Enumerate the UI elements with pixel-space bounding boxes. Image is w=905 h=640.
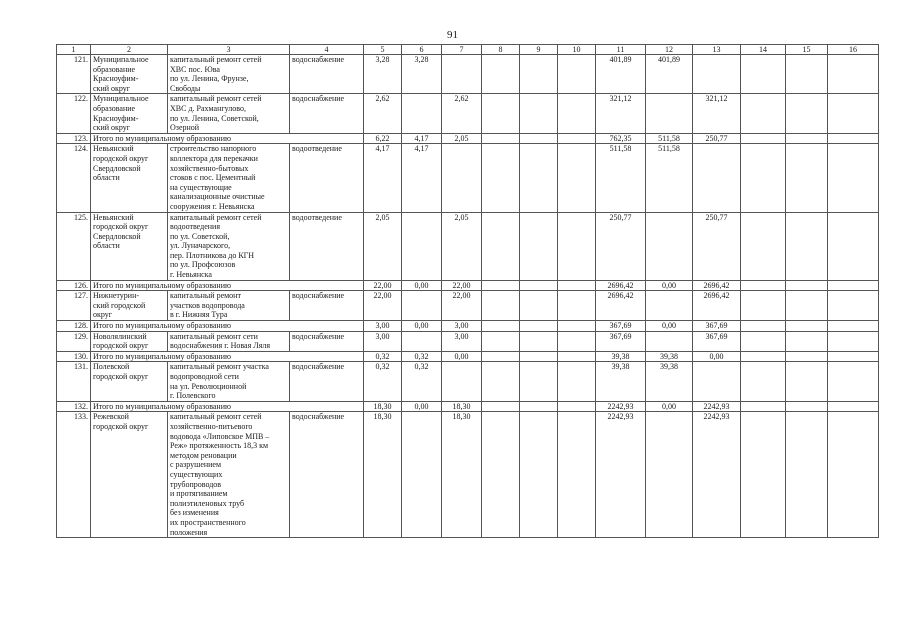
value-c5: 3,00 — [364, 321, 402, 332]
value-c9 — [520, 362, 558, 401]
value-c11: 762,35 — [596, 133, 646, 144]
value-c13 — [693, 362, 741, 401]
municipality-cell: Муниципальное образование Красноуфим- ский округ — [91, 55, 168, 94]
value-c16 — [828, 144, 879, 212]
column-number-7: 7 — [442, 45, 482, 55]
value-c15 — [786, 331, 828, 351]
column-number-13: 13 — [693, 45, 741, 55]
value-c12: 0,00 — [646, 280, 693, 291]
value-c14 — [741, 291, 786, 321]
value-c6 — [402, 291, 442, 321]
column-number-12: 12 — [646, 45, 693, 55]
value-c7: 18,30 — [442, 412, 482, 538]
value-c6: 4,17 — [402, 144, 442, 212]
value-c6 — [402, 331, 442, 351]
municipality-cell: Новолялинский городской округ — [91, 331, 168, 351]
value-c13: 250,77 — [693, 212, 741, 280]
value-c11: 250,77 — [596, 212, 646, 280]
total-label: Итого по муниципальному образованию — [91, 401, 364, 412]
value-c10 — [558, 94, 596, 133]
value-c7: 22,00 — [442, 291, 482, 321]
column-numbers-row — [57, 45, 879, 55]
value-c11: 39,38 — [596, 362, 646, 401]
value-c12: 0,00 — [646, 401, 693, 412]
value-c12: 39,38 — [646, 351, 693, 362]
value-c14 — [741, 362, 786, 401]
column-number-10: 10 — [558, 45, 596, 55]
value-c14 — [741, 280, 786, 291]
value-c12 — [646, 331, 693, 351]
value-c9 — [520, 212, 558, 280]
value-c6: 4,17 — [402, 133, 442, 144]
value-c13: 2242,93 — [693, 412, 741, 538]
value-c13: 367,69 — [693, 331, 741, 351]
table-row — [57, 362, 879, 401]
value-c14 — [741, 212, 786, 280]
total-row — [57, 401, 879, 412]
value-c13: 367,69 — [693, 321, 741, 332]
value-c5: 6,22 — [364, 133, 402, 144]
value-c8 — [482, 55, 520, 94]
row-number: 122. — [57, 94, 91, 133]
value-c14 — [741, 412, 786, 538]
value-c8 — [482, 351, 520, 362]
value-c8 — [482, 412, 520, 538]
value-c5: 4,17 — [364, 144, 402, 212]
value-c5: 3,00 — [364, 331, 402, 351]
column-number-6: 6 — [402, 45, 442, 55]
value-c14 — [741, 55, 786, 94]
value-c6: 0,32 — [402, 362, 442, 401]
total-label: Итого по муниципальному образованию — [91, 321, 364, 332]
row-number: 129. — [57, 331, 91, 351]
value-c6: 0,00 — [402, 401, 442, 412]
value-c5: 18,30 — [364, 412, 402, 538]
value-c16 — [828, 401, 879, 412]
value-c9 — [520, 401, 558, 412]
row-number: 131. — [57, 362, 91, 401]
value-c10 — [558, 351, 596, 362]
investment-program-table — [56, 44, 879, 538]
row-number: 127. — [57, 291, 91, 321]
total-label: Итого по муниципальному образованию — [91, 280, 364, 291]
value-c11: 367,69 — [596, 321, 646, 332]
column-number-9: 9 — [520, 45, 558, 55]
value-c16 — [828, 351, 879, 362]
value-c8 — [482, 212, 520, 280]
value-c10 — [558, 362, 596, 401]
value-c15 — [786, 412, 828, 538]
value-c15 — [786, 351, 828, 362]
value-c15 — [786, 401, 828, 412]
municipality-cell: Невьянский городской округ Свердловской области — [91, 144, 168, 212]
column-number-2: 2 — [91, 45, 168, 55]
value-c15 — [786, 362, 828, 401]
service-type-cell: водоснабжение — [290, 362, 364, 401]
value-c6 — [402, 412, 442, 538]
value-c7: 18,30 — [442, 401, 482, 412]
work-description-cell: капитальный ремонт сетей ХВС пос. Юва по ул. Ленина, Фрунзе, Свободы — [168, 55, 290, 94]
column-number-14: 14 — [741, 45, 786, 55]
value-c14 — [741, 133, 786, 144]
column-number-1: 1 — [57, 45, 91, 55]
value-c10 — [558, 291, 596, 321]
municipality-cell: Невьянский городской округ Свердловской области — [91, 212, 168, 280]
value-c5: 2,62 — [364, 94, 402, 133]
value-c10 — [558, 331, 596, 351]
work-description-cell: капитальный ремонт сетей ХВС д. Рахмангулово, по ул. Ленина, Советской, Озерной — [168, 94, 290, 133]
service-type-cell: водоснабжение — [290, 412, 364, 538]
service-type-cell: водоотведение — [290, 144, 364, 212]
value-c11: 2696,42 — [596, 280, 646, 291]
value-c7: 3,00 — [442, 331, 482, 351]
value-c11: 2242,93 — [596, 412, 646, 538]
value-c7: 3,00 — [442, 321, 482, 332]
value-c9 — [520, 321, 558, 332]
value-c5: 22,00 — [364, 291, 402, 321]
value-c10 — [558, 133, 596, 144]
value-c12 — [646, 412, 693, 538]
value-c8 — [482, 133, 520, 144]
value-c8 — [482, 331, 520, 351]
value-c9 — [520, 55, 558, 94]
value-c11: 367,69 — [596, 331, 646, 351]
value-c7: 22,00 — [442, 280, 482, 291]
column-number-11: 11 — [596, 45, 646, 55]
value-c13 — [693, 55, 741, 94]
service-type-cell: водоснабжение — [290, 55, 364, 94]
value-c11: 511,58 — [596, 144, 646, 212]
value-c9 — [520, 280, 558, 291]
total-row — [57, 321, 879, 332]
value-c8 — [482, 144, 520, 212]
total-row — [57, 280, 879, 291]
value-c15 — [786, 133, 828, 144]
value-c8 — [482, 94, 520, 133]
row-number: 124. — [57, 144, 91, 212]
value-c6: 3,28 — [402, 55, 442, 94]
value-c9 — [520, 412, 558, 538]
value-c7: 2,62 — [442, 94, 482, 133]
value-c10 — [558, 144, 596, 212]
value-c13 — [693, 144, 741, 212]
value-c9 — [520, 94, 558, 133]
value-c9 — [520, 133, 558, 144]
value-c14 — [741, 351, 786, 362]
column-number-3: 3 — [168, 45, 290, 55]
value-c5: 0,32 — [364, 351, 402, 362]
service-type-cell: водоотведение — [290, 212, 364, 280]
value-c10 — [558, 401, 596, 412]
service-type-cell: водоснабжение — [290, 291, 364, 321]
value-c11: 2242,93 — [596, 401, 646, 412]
value-c16 — [828, 291, 879, 321]
value-c10 — [558, 280, 596, 291]
value-c5: 22,00 — [364, 280, 402, 291]
value-c14 — [741, 401, 786, 412]
value-c5: 2,05 — [364, 212, 402, 280]
value-c5: 3,28 — [364, 55, 402, 94]
value-c7: 2,05 — [442, 133, 482, 144]
value-c13: 2696,42 — [693, 291, 741, 321]
value-c16 — [828, 362, 879, 401]
value-c14 — [741, 144, 786, 212]
row-number: 121. — [57, 55, 91, 94]
value-c7 — [442, 144, 482, 212]
value-c14 — [741, 331, 786, 351]
value-c10 — [558, 55, 596, 94]
value-c16 — [828, 94, 879, 133]
value-c6 — [402, 212, 442, 280]
value-c16 — [828, 55, 879, 94]
value-c8 — [482, 321, 520, 332]
value-c13: 2696,42 — [693, 280, 741, 291]
work-description-cell: капитальный ремонт сетей хозяйственно-питьевого водовода «Липовское МПВ – Реж» протяженность 18,3 км методом реновации с разрушением существующих трубопроводов и протягиванием полиэтиленовых труб без изменения их пространственного положения — [168, 412, 290, 538]
column-number-4: 4 — [290, 45, 364, 55]
value-c14 — [741, 94, 786, 133]
work-description-cell: строительство напорного коллектора для перекачки хозяйственно-бытовых стоков с пос. Цементный на существующие канализационные очистные сооружения г. Невьянска — [168, 144, 290, 212]
value-c7: 0,00 — [442, 351, 482, 362]
value-c9 — [520, 291, 558, 321]
value-c5: 0,32 — [364, 362, 402, 401]
value-c16 — [828, 280, 879, 291]
value-c9 — [520, 351, 558, 362]
value-c16 — [828, 133, 879, 144]
value-c13: 250,77 — [693, 133, 741, 144]
value-c15 — [786, 321, 828, 332]
municipality-cell: Муниципальное образование Красноуфим- ский округ — [91, 94, 168, 133]
value-c15 — [786, 94, 828, 133]
work-description-cell: капитальный ремонт участков водопровода в г. Нижняя Тура — [168, 291, 290, 321]
value-c10 — [558, 212, 596, 280]
row-number: 128. — [57, 321, 91, 332]
value-c11: 401,89 — [596, 55, 646, 94]
value-c8 — [482, 362, 520, 401]
value-c12: 401,89 — [646, 55, 693, 94]
service-type-cell: водоснабжение — [290, 94, 364, 133]
total-label: Итого по муниципальному образованию — [91, 133, 364, 144]
table-row — [57, 291, 879, 321]
table-row — [57, 412, 879, 538]
value-c11: 39,38 — [596, 351, 646, 362]
value-c10 — [558, 321, 596, 332]
value-c16 — [828, 212, 879, 280]
value-c16 — [828, 412, 879, 538]
value-c12: 0,00 — [646, 321, 693, 332]
row-number: 123. — [57, 133, 91, 144]
value-c8 — [482, 291, 520, 321]
value-c16 — [828, 321, 879, 332]
value-c6: 0,00 — [402, 280, 442, 291]
table-row — [57, 94, 879, 133]
municipality-cell: Нижнетурин- ский городской округ — [91, 291, 168, 321]
value-c8 — [482, 401, 520, 412]
value-c11: 321,12 — [596, 94, 646, 133]
row-number: 133. — [57, 412, 91, 538]
row-number: 126. — [57, 280, 91, 291]
value-c7 — [442, 362, 482, 401]
column-number-16: 16 — [828, 45, 879, 55]
value-c8 — [482, 280, 520, 291]
value-c12 — [646, 94, 693, 133]
value-c15 — [786, 280, 828, 291]
total-label: Итого по муниципальному образованию — [91, 351, 364, 362]
service-type-cell: водоснабжение — [290, 331, 364, 351]
table-row — [57, 55, 879, 94]
value-c16 — [828, 331, 879, 351]
value-c15 — [786, 212, 828, 280]
page-number: 91 — [447, 29, 458, 41]
value-c15 — [786, 291, 828, 321]
value-c11: 2696,42 — [596, 291, 646, 321]
work-description-cell: капитальный ремонт участка водопроводной сети на ул. Революционной г. Полевского — [168, 362, 290, 401]
table-row — [57, 331, 879, 351]
value-c12 — [646, 291, 693, 321]
value-c7: 2,05 — [442, 212, 482, 280]
value-c13: 2242,93 — [693, 401, 741, 412]
work-description-cell: капитальный ремонт сети водоснабжения г. Новая Ляля — [168, 331, 290, 351]
value-c13: 321,12 — [693, 94, 741, 133]
table-row — [57, 212, 879, 280]
total-row — [57, 133, 879, 144]
total-row — [57, 351, 879, 362]
column-number-5: 5 — [364, 45, 402, 55]
column-number-15: 15 — [786, 45, 828, 55]
row-number: 130. — [57, 351, 91, 362]
value-c7 — [442, 55, 482, 94]
value-c9 — [520, 144, 558, 212]
value-c12: 39,38 — [646, 362, 693, 401]
value-c6 — [402, 94, 442, 133]
row-number: 125. — [57, 212, 91, 280]
municipality-cell: Полевской городской округ — [91, 362, 168, 401]
value-c10 — [558, 412, 596, 538]
column-number-8: 8 — [482, 45, 520, 55]
value-c6: 0,00 — [402, 321, 442, 332]
value-c12: 511,58 — [646, 133, 693, 144]
value-c9 — [520, 331, 558, 351]
value-c15 — [786, 144, 828, 212]
value-c15 — [786, 55, 828, 94]
table-row — [57, 144, 879, 212]
value-c12 — [646, 212, 693, 280]
value-c13: 0,00 — [693, 351, 741, 362]
municipality-cell: Режевской городской округ — [91, 412, 168, 538]
work-description-cell: капитальный ремонт сетей водоотведения по ул. Советской, ул. Луначарского, пер. Плотникова до КГН по ул. Профсоюзов г. Невьянска — [168, 212, 290, 280]
value-c14 — [741, 321, 786, 332]
value-c5: 18,30 — [364, 401, 402, 412]
row-number: 132. — [57, 401, 91, 412]
value-c6: 0,32 — [402, 351, 442, 362]
value-c12: 511,58 — [646, 144, 693, 212]
